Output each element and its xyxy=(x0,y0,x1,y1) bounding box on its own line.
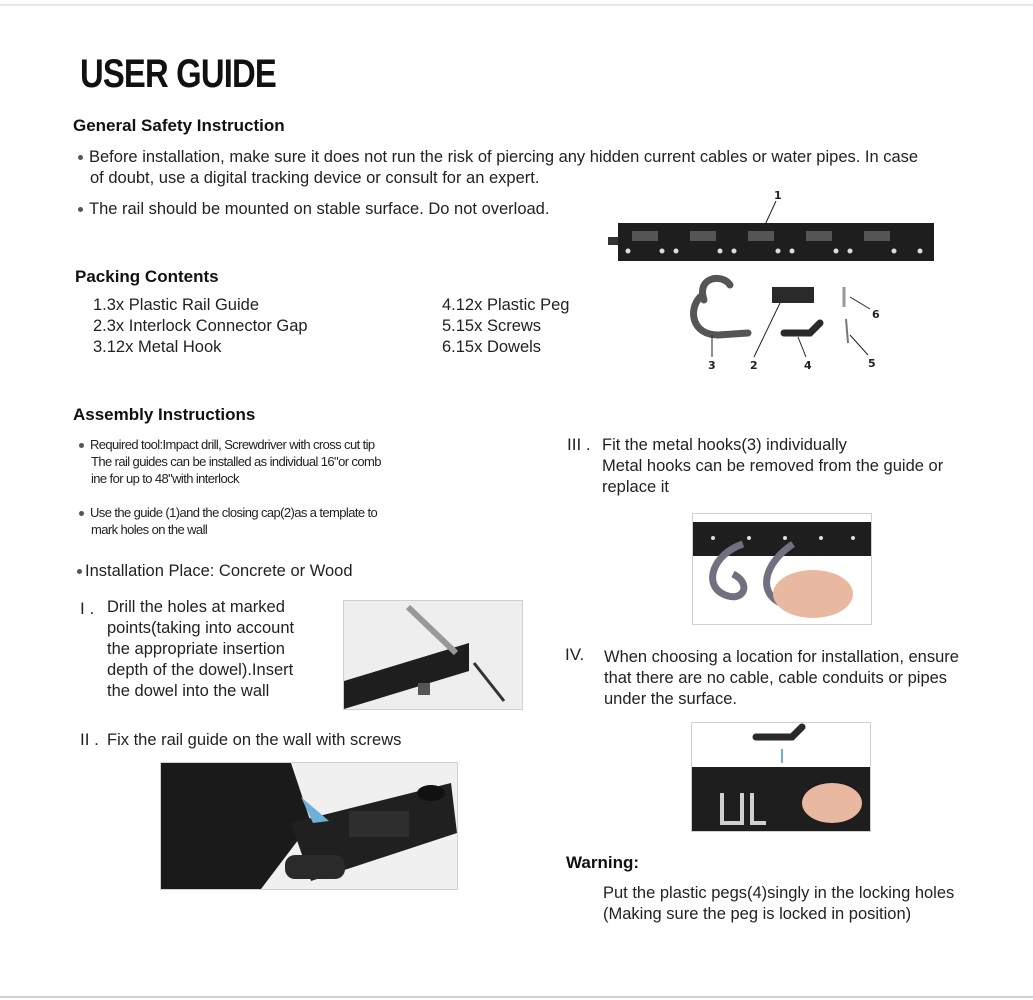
diagram-label-4: 4 xyxy=(804,359,812,372)
page-title: USER GUIDE xyxy=(80,52,276,96)
packing-item-5: 5.15x Screws xyxy=(442,317,542,335)
step-2-text: Fix the rail guide on the wall with screws xyxy=(107,731,402,749)
step-1-line-4: depth of the dowel).Insert xyxy=(107,661,294,679)
assembly-bullet-1 xyxy=(79,436,375,453)
step-1-photo xyxy=(343,600,523,710)
step-3-number: III . xyxy=(567,435,591,454)
step-2-photo xyxy=(160,762,458,890)
plastic-peg-image xyxy=(784,323,820,333)
bullet-icon xyxy=(79,511,84,516)
packing-item-4: 4.12x Plastic Peg xyxy=(442,296,570,314)
screw-image xyxy=(846,319,848,343)
step-3-line-2: Metal hooks can be removed from the guide or xyxy=(602,457,944,475)
safety-bullet-1-line-2: of doubt, use a digital tracking device or consult for an expert. xyxy=(90,169,540,187)
assembly-bullet-1-line-3: ine for up to 48"with interlock xyxy=(91,471,239,486)
warning-line-1: Put the plastic pegs(4)singly in the locking holes xyxy=(603,884,955,902)
step-4-line-2: that there are no cable, cable conduits or pipes xyxy=(604,669,948,687)
assembly-bullet-1-line-2: The rail guides can be installed as individual 16"or comb xyxy=(91,454,381,469)
assembly-bullet-3 xyxy=(77,561,353,582)
step-2-number: II . xyxy=(80,730,99,749)
assembly-bullet-2-line-1: Use the guide (1)and the closing cap(2)as a template to xyxy=(90,505,378,520)
bottom-divider xyxy=(0,996,1033,998)
step-4-line-1: When choosing a location for installation, ensure xyxy=(604,648,959,666)
packing-heading: Packing Contents xyxy=(75,267,219,286)
step-4-photo xyxy=(691,722,871,832)
diagram-label-6: 6 xyxy=(872,308,880,321)
packing-item-1: 1.3x Plastic Rail Guide xyxy=(93,296,259,314)
step-3-line-1: Fit the metal hooks(3) individually xyxy=(602,436,847,454)
diagram-label-2: 2 xyxy=(750,359,758,372)
safety-bullet-1-line-1: Before installation, make sure it does not run the risk of piercing any hidden current cables or water pipes. In case xyxy=(89,148,919,166)
safety-bullet-2-text: The rail should be mounted on stable surface. Do not overload. xyxy=(89,200,550,218)
parts-diagram xyxy=(600,185,940,375)
connector-cap-image xyxy=(772,287,814,303)
warning-heading: Warning: xyxy=(566,853,640,872)
step-1-line-5: the dowel into the wall xyxy=(107,682,270,700)
assembly-bullet-3-text: Installation Place: Concrete or Wood xyxy=(85,562,353,580)
bullet-icon xyxy=(78,155,83,160)
step-1-line-2: points(taking into account xyxy=(107,619,295,637)
step-3-line-3: replace it xyxy=(602,478,669,496)
safety-bullet-1 xyxy=(78,147,1018,168)
step-1-line-1: Drill the holes at marked xyxy=(107,598,285,616)
warning-line-2: (Making sure the peg is locked in position) xyxy=(603,905,912,923)
bullet-icon xyxy=(79,443,84,448)
diagram-label-5: 5 xyxy=(868,357,876,370)
diagram-label-1: 1 xyxy=(774,189,782,202)
assembly-bullet-1-line-1: Required tool:Impact drill, Screwdriver with cross cut tip xyxy=(90,437,375,452)
bullet-icon xyxy=(78,207,83,212)
step-1-line-3: the appropriate insertion xyxy=(107,640,285,658)
safety-heading: General Safety Instruction xyxy=(73,116,285,135)
packing-item-3: 3.12x Metal Hook xyxy=(93,338,222,356)
assembly-heading: Assembly Instructions xyxy=(73,405,256,424)
top-divider xyxy=(0,4,1033,6)
assembly-bullet-2-line-2: mark holes on the wall xyxy=(91,522,208,537)
diagram-label-3: 3 xyxy=(708,359,716,372)
assembly-bullet-2 xyxy=(79,504,377,521)
metal-hook-image xyxy=(694,278,748,335)
packing-item-2: 2.3x Interlock Connector Gap xyxy=(93,317,308,335)
bullet-icon xyxy=(77,569,82,574)
step-4-number: IV. xyxy=(565,645,585,664)
packing-item-6: 6.15x Dowels xyxy=(442,338,542,356)
safety-bullet-2 xyxy=(78,199,549,220)
rail-guide-image xyxy=(608,223,934,261)
step-3-photo xyxy=(692,513,872,625)
step-1-number: I . xyxy=(80,599,95,618)
step-4-line-3: under the surface. xyxy=(604,690,737,708)
